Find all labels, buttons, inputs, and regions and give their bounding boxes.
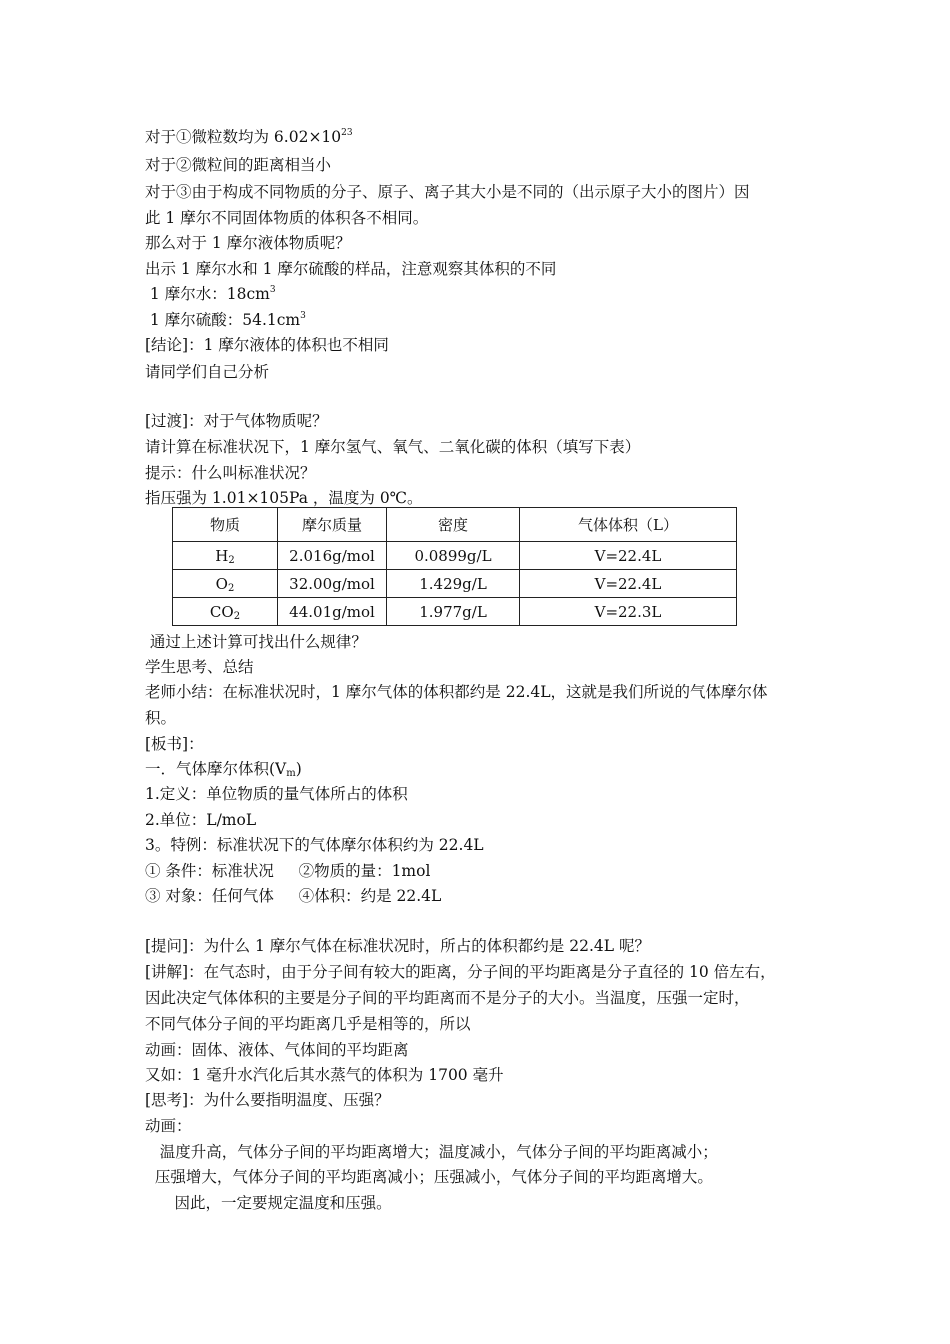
table-header: 摩尔质量 (278, 508, 387, 542)
table-cell: $CO_2$ (173, 598, 278, 626)
text-line: 那么对于 1 摩尔液体物质呢？ (145, 234, 351, 252)
text-line: [讲解]：在气态时，由于分子间有较大的距离，分子间的平均距离是分子直径的 10 倍左右， (145, 963, 776, 981)
text-line: 1.定义：单位物质的量气体所占的体积 (145, 785, 408, 803)
text-line: 因此决定气体体积的主要是分子间的平均距离而不是分子的大小。当温度，压强一定时， (145, 989, 750, 1007)
table-cell: V=22.3L (520, 598, 737, 626)
text-line: 一．气体摩尔体积$(V_m)$ (145, 760, 302, 779)
text-line: 出示 1 摩尔水和 1 摩尔硫酸的样品，注意观察其体积的不同 (145, 260, 557, 278)
superscript: 3 (269, 285, 276, 295)
text-line: 1 摩尔水：$18cm^3$ (145, 285, 276, 303)
text-line: ① 条件：标准状况 ②物质的量：1mol (145, 862, 431, 880)
text-line: 通过上述计算可找出什么规律？ (145, 633, 367, 651)
table-header: 物质 (173, 508, 278, 542)
text-line: 不同气体分子间的平均距离几乎是相等的，所以 (145, 1015, 471, 1033)
text-line: 1 摩尔硫酸：$54.1cm^3$ (145, 311, 306, 329)
table-header: 密度 (387, 508, 520, 542)
table-cell: 0.0899g/L (387, 542, 520, 570)
text-line: 请计算在标准状况下，1 摩尔氢气、氧气、二氧化碳的体积（填写下表） (145, 438, 641, 456)
text-line: 2.单位：L/moL (145, 811, 257, 829)
text-line: 指压强为 1.01×105Pa ，温度为 0℃。 (145, 489, 423, 507)
table-cell: V=22.4L (520, 570, 737, 598)
text-line: 请同学们自己分析 (145, 363, 270, 381)
text-line: [思考]：为什么要指明温度、压强？ (145, 1091, 390, 1109)
table-row (173, 598, 737, 626)
text-line: 此 1 摩尔不同固体物质的体积各不相同。 (145, 209, 429, 227)
text-line: 温度升高，气体分子间的平均距离增大；温度减小，气体分子间的平均距离减小； (145, 1143, 718, 1161)
text-line: 积。 (145, 709, 177, 727)
table-cell: 44.01g/mol (278, 598, 387, 626)
table-cell: 1.977g/L (387, 598, 520, 626)
text-line: ③ 对象：任何气体 ④体积：约是 22.4L (145, 887, 442, 905)
table-cell: 1.429g/L (387, 570, 520, 598)
table-cell: $O_2$ (173, 570, 278, 598)
text-line: 对于①微粒数均为 $6.02\times 10^{23}$ (145, 128, 353, 146)
text-line: 又如：1 毫升水汽化后其水蒸气的体积为 1700 毫升 (145, 1066, 504, 1084)
text-line: 3。特例：标准状况下的气体摩尔体积约为 22.4L (145, 836, 484, 854)
text-line: 对于②微粒间的距离相当小 (145, 156, 332, 174)
text-line: 提示：什么叫标准状况？ (145, 464, 316, 482)
text-line: 动画：固体、液体、气体间的平均距离 (145, 1041, 409, 1059)
text-line: [结论]：1 摩尔液体的体积也不相同 (145, 336, 389, 354)
superscript: 23 (341, 128, 353, 138)
table-header: 气体体积（L） (520, 508, 737, 542)
text-line: 因此，一定要规定温度和压强。 (145, 1194, 392, 1212)
text-line: 老师小结：在标准状况时，1 摩尔气体的体积都约是 22.4L，这就是我们所说的气体摩尔体 (145, 683, 768, 701)
text-line: [过渡]：对于气体物质呢？ (145, 412, 328, 430)
text-line: [板书]： (145, 735, 204, 753)
text-line: [提问]：为什么 1 摩尔气体在标准状况时，所占的体积都约是 22.4L 呢？ (145, 937, 650, 955)
table-row (173, 570, 737, 598)
text-line: 动画： (145, 1117, 192, 1135)
table-header-row (173, 508, 737, 542)
text-line: 压强增大，气体分子间的平均距离减小；压强减小，气体分子间的平均距离增大。 (145, 1168, 713, 1186)
table-cell: $H_2$ (173, 542, 278, 570)
text-line: 对于③由于构成不同物质的分子、原子、离子其大小是不同的（出示原子大小的图片）因 (145, 183, 750, 201)
subscript: m (286, 768, 296, 779)
table-cell: 32.00g/mol (278, 570, 387, 598)
table-cell: 2.016g/mol (278, 542, 387, 570)
text-line: 学生思考、总结 (145, 658, 254, 676)
table-row (173, 542, 737, 570)
superscript: 3 (300, 311, 306, 321)
table-cell: V=22.4L (520, 542, 737, 570)
gas-volume-table (172, 507, 737, 626)
